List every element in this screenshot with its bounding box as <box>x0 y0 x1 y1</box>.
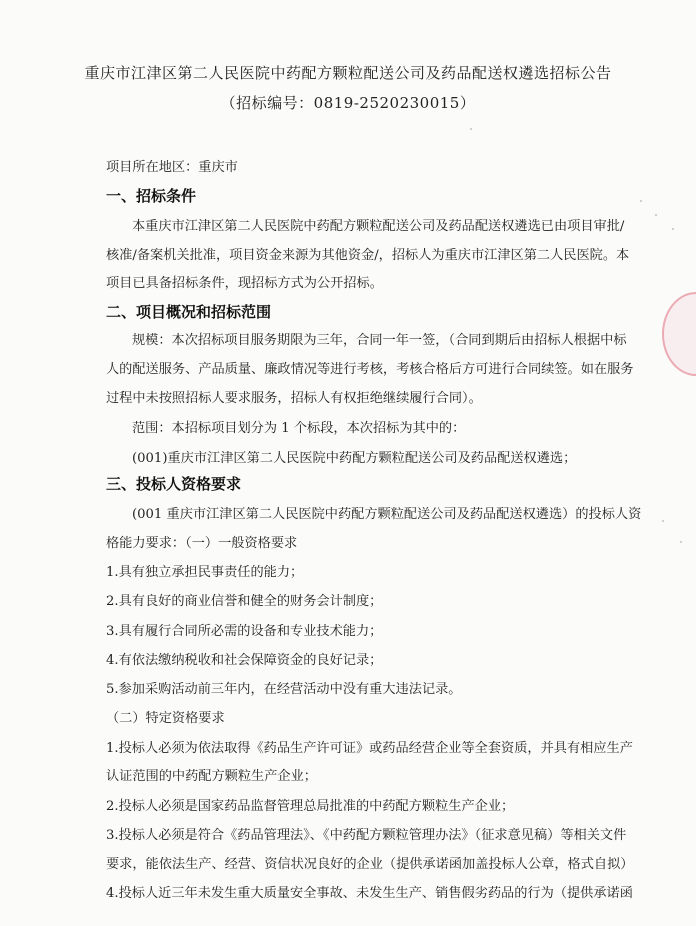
section-heading-2: 二、项目概况和招标范围 <box>106 303 272 321</box>
scan-speck <box>662 520 664 522</box>
list-item: 3.具有履行合同所必需的设备和专业技术能力； <box>106 624 383 639</box>
list-item: 2.投标人必须是国家药品监督管理总局批准的中药配方颗粒生产企业； <box>106 799 515 814</box>
list-item: 5.参加采购活动前三年内，在经营活动中没有重大违法记录。 <box>106 682 462 697</box>
paragraph-line: 人的配送服务、产品质量、廉政情况等进行考核，考核合格后方可进行合同续签。如在服务 <box>106 362 634 377</box>
document-title: 重庆市江津区第二人民医院中药配方颗粒配送公司及药品配送权遴选招标公告 <box>84 64 612 82</box>
paragraph-line: (001 重庆市江津区第二人民医院中药配方颗粒配送公司及药品配送权遴选）的投标人资 <box>132 507 642 522</box>
paragraph-line: 范围：本招标项目划分为 1 个标段，本次招标为其中的： <box>132 421 466 436</box>
paragraph-line: 过程中未按照招标人要求服务，招标人有权拒绝继续履行合同）。 <box>106 391 482 406</box>
list-item: 1.具有独立承担民事责任的能力； <box>106 565 304 580</box>
scan-speck <box>640 200 642 202</box>
section-heading-1: 一、招标条件 <box>106 187 197 205</box>
paragraph-line: 项目已具备招标条件，现招标方式为公开招标。 <box>106 276 383 291</box>
paragraph-line: 规模：本次招标项目服务期限为三年，合同一年一签，（合同到期后由招标人根据中标 <box>132 333 627 348</box>
list-item: 1.投标人必须为依法取得《药品生产许可证》或药品经营企业等全套资质，并具有相应生产 <box>106 741 633 756</box>
project-region: 项目所在地区：重庆市 <box>106 160 238 175</box>
sub-heading: （二）特定资格要求 <box>106 711 225 726</box>
paragraph-line: (001)重庆市江津区第二人民医院中药配方颗粒配送公司及药品配送权遴选； <box>132 451 577 466</box>
red-seal-stamp <box>662 292 696 376</box>
list-item: 4.有依法缴纳税收和社会保障资金的良好记录； <box>106 653 383 668</box>
scan-speck <box>672 228 674 230</box>
list-item: 2.具有良好的商业信誉和健全的财务会计制度； <box>106 594 383 609</box>
list-item: 认证范围的中药配方颗粒生产企业； <box>106 769 317 784</box>
scan-speck <box>470 128 472 130</box>
tender-number: （招标编号：0819-2520230015） <box>220 94 476 112</box>
scan-speck <box>680 541 682 543</box>
list-item: 3.投标人必须是符合《药品管理法》、《中药配方颗粒管理办法》（征求意见稿）等相关文件 <box>106 828 627 843</box>
paragraph-line: 核准/备案机关批准，项目资金来源为其他资金/，招标人为重庆市江津区第二人民医院。本 <box>106 248 630 263</box>
paragraph-line: 本重庆市江津区第二人民医院中药配方颗粒配送公司及药品配送权遴选已由项目审批/ <box>132 219 625 234</box>
list-item: 4.投标人近三年未发生重大质量安全事故、未发生生产、销售假劣药品的行为（提供承诺函 <box>106 886 633 901</box>
scan-speck <box>655 214 657 216</box>
paragraph-line: 格能力要求：（一）一般资格要求 <box>106 536 298 551</box>
list-item: 要求，能依法生产、经营、资信状况良好的企业（提供承诺函加盖投标人公章，格式自拟） <box>106 857 634 872</box>
section-heading-3: 三、投标人资格要求 <box>106 475 242 493</box>
